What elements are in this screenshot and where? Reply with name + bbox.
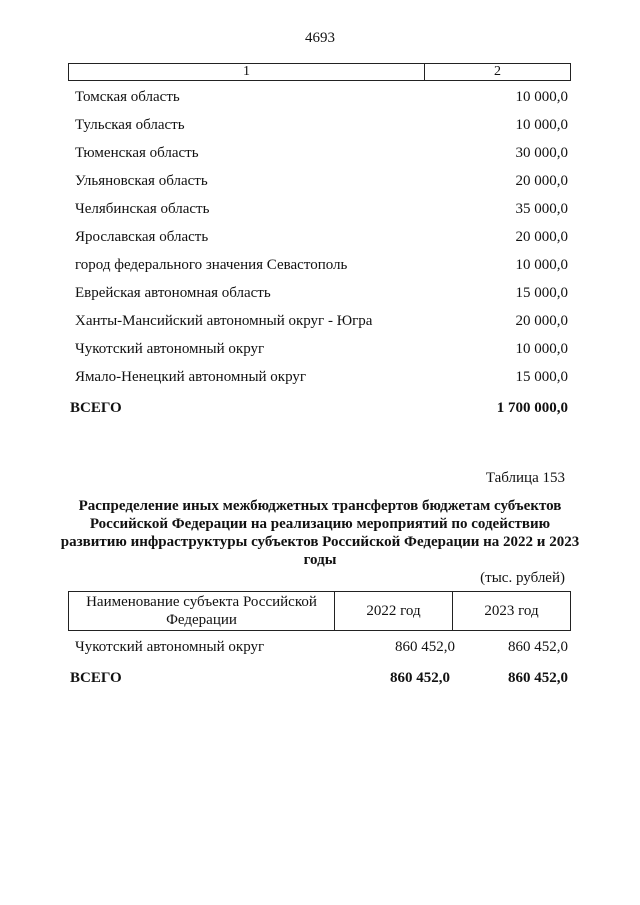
table-row [70, 170, 568, 192]
table2-header-2023: 2023 год [484, 603, 539, 619]
table-row [70, 86, 568, 108]
region-value: 10 000,0 [515, 116, 568, 133]
value-2022: 860 452,0 [395, 638, 455, 655]
total-label: ВСЕГО [70, 669, 122, 686]
page-number: 4693 [305, 30, 335, 46]
region-name: Тульская область [75, 116, 185, 133]
total-value: 1 700 000,0 [496, 399, 568, 416]
table-row [70, 282, 568, 304]
total-label: ВСЕГО [70, 399, 122, 416]
table2-header-2022: 2022 год [335, 592, 453, 630]
region-name: Тюменская область [75, 144, 199, 161]
region-value: 15 000,0 [515, 284, 568, 301]
table2-header-name: Наименование субъекта Российской Федерации [69, 592, 335, 630]
region-name: город федерального значения Севастополь [75, 256, 348, 273]
value-2023: 860 452,0 [508, 638, 568, 655]
table-row [70, 142, 568, 164]
region-name: Ярославская область [75, 228, 209, 245]
table-row [70, 636, 568, 658]
table-row [70, 310, 568, 332]
units-label: (тыс. рублей) [480, 570, 565, 586]
table-row [70, 226, 568, 248]
region-value: 30 000,0 [515, 144, 568, 161]
table-row [70, 254, 568, 276]
table1-header-col2: 2 [494, 64, 501, 79]
region-name: Томская область [75, 88, 180, 105]
region-value: 20 000,0 [515, 228, 568, 245]
region-name: Еврейская автономная область [75, 284, 271, 301]
table-row [70, 198, 568, 220]
table1-header [68, 63, 571, 81]
region-name: Челябинская область [75, 200, 210, 217]
region-name: Чукотский автономный округ [75, 340, 265, 357]
table-row [70, 114, 568, 136]
table1-total-row [70, 397, 568, 419]
table-row [70, 338, 568, 360]
total-2022: 860 452,0 [390, 669, 450, 686]
region-value: 35 000,0 [515, 200, 568, 217]
table2-total-row [70, 667, 568, 689]
table-row [70, 366, 568, 388]
table2-header [68, 591, 571, 631]
table1-header-col1: 1 [69, 64, 425, 80]
total-2023: 860 452,0 [508, 669, 568, 686]
region-name: Ямало-Ненецкий автономный округ [75, 368, 307, 385]
table-number-label: Таблица 153 [485, 470, 565, 486]
region-value: 20 000,0 [515, 312, 568, 329]
region-value: 10 000,0 [515, 88, 568, 105]
region-value: 10 000,0 [515, 340, 568, 357]
region-value: 20 000,0 [515, 172, 568, 189]
region-name: Ханты-Мансийский автономный округ - Югра [75, 312, 373, 329]
region-value: 15 000,0 [515, 368, 568, 385]
region-name: Чукотский автономный округ [75, 638, 265, 655]
table-title: Распределение иных межбюджетных трансфертов бюджетам субъектов Российской Федерации на реализацию мероприятий по содействию развитию инфраструктуры субъектов Российской Федерации на 2022 и 2023 годы [60, 498, 580, 568]
region-name: Ульяновская область [75, 172, 208, 189]
region-value: 10 000,0 [515, 256, 568, 273]
